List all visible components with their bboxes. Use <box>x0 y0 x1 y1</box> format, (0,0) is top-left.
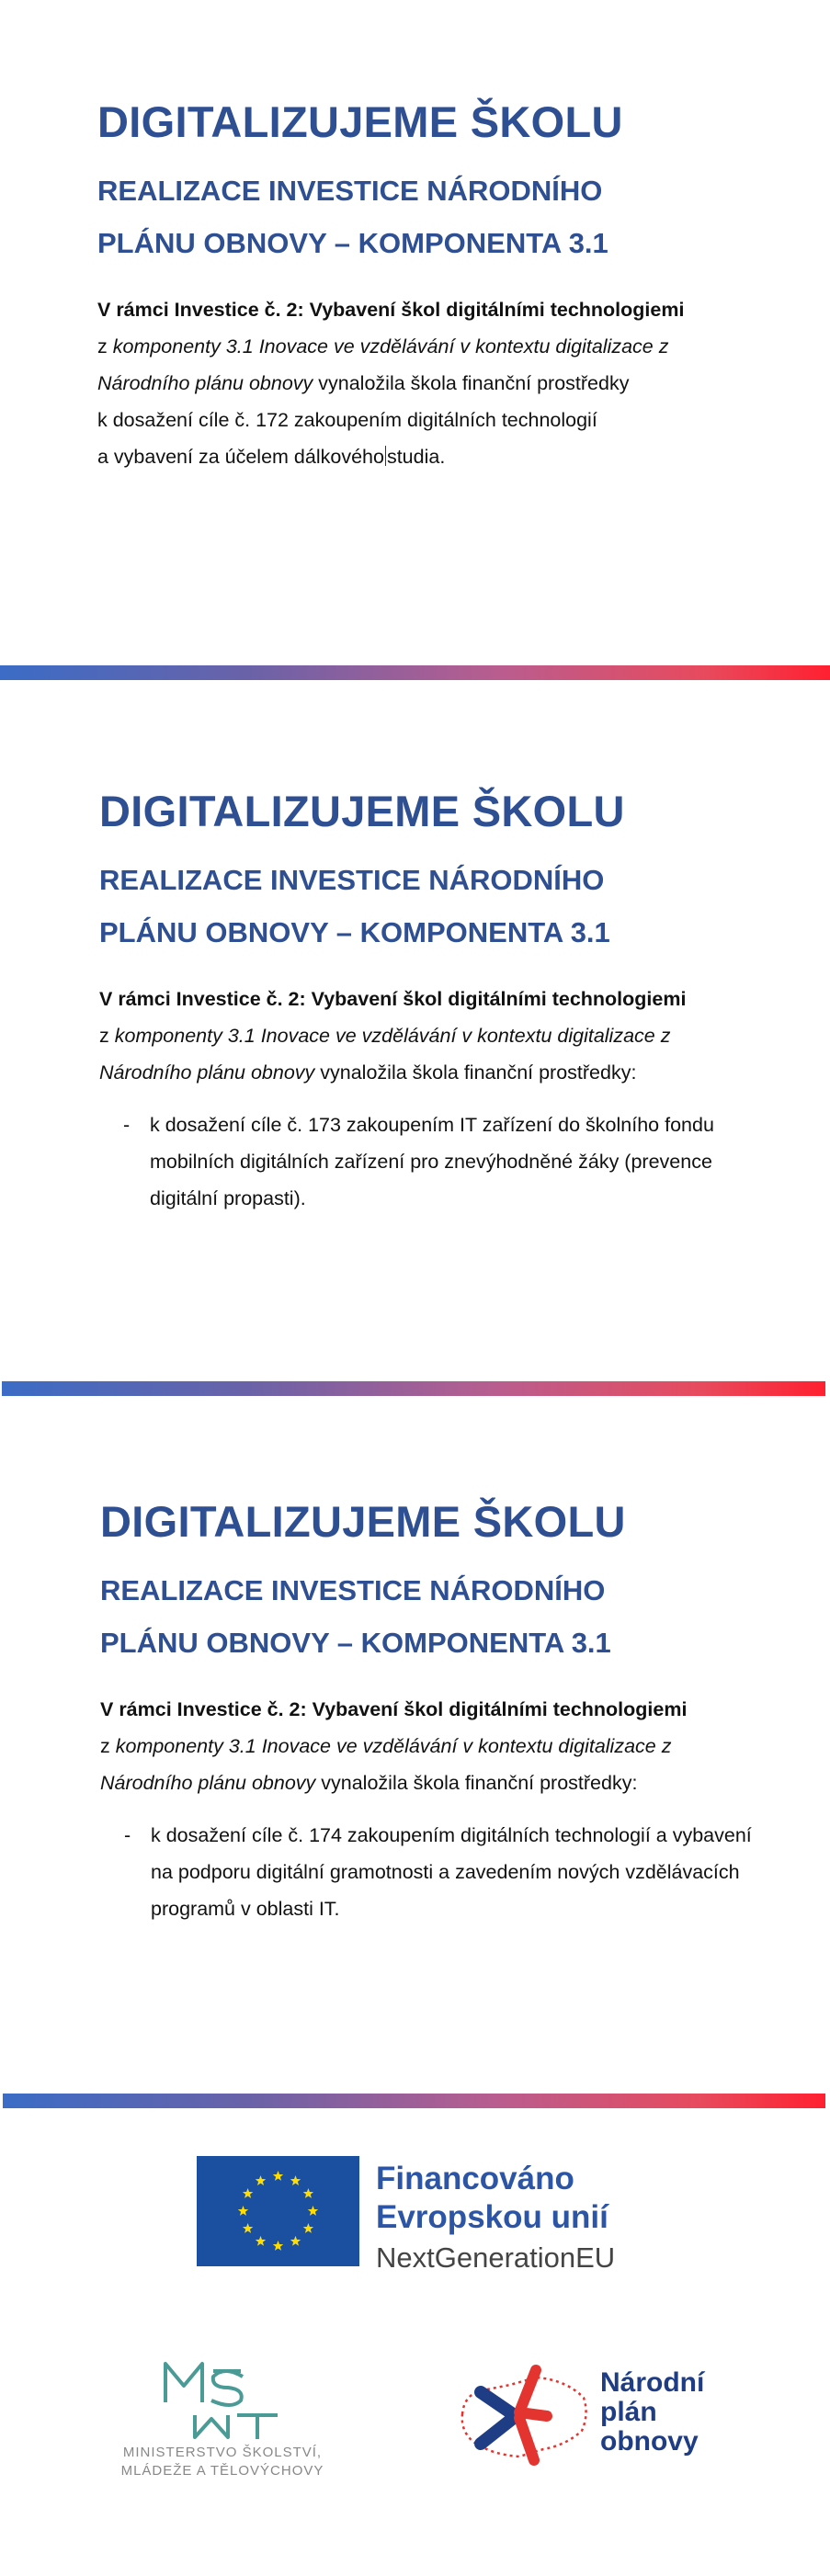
intro-bold: V rámci Investice č. 2: Vybavení škol digitálními technologiemi <box>97 299 685 321</box>
subtitle-line1: REALIZACE INVESTICE NÁRODNÍHO <box>99 864 605 896</box>
eu-funding-line3: NextGenerationEU <box>376 2241 616 2274</box>
subtitle-line1: REALIZACE INVESTICE NÁRODNÍHO <box>100 1574 606 1606</box>
subtitle-line2: PLÁNU OBNOVY – KOMPONENTA 3.1 <box>97 227 608 259</box>
eu-flag-icon <box>197 2156 359 2266</box>
intro-paragraph <box>97 291 830 475</box>
eu-star-icon <box>256 2236 266 2246</box>
intro-bold: V rámci Investice č. 2: Vybavení škol digitálními technologiemi <box>99 988 687 1010</box>
eu-star-icon <box>243 2223 253 2233</box>
eu-star-icon <box>273 2171 283 2181</box>
npo-name-line1: Národní <box>600 2367 705 2398</box>
intro-italic-npo: Národního plánu obnovy <box>99 1061 315 1084</box>
intro-z: z <box>99 1025 115 1047</box>
intro-bold: V rámci Investice č. 2: Vybavení škol digitálními technologiemi <box>100 1698 688 1720</box>
intro-paragraph <box>100 1691 830 1801</box>
page-title: DIGITALIZUJEME ŠKOLU <box>99 787 625 835</box>
npo-logo-icon <box>455 2357 593 2472</box>
intro-z: z <box>97 335 113 357</box>
intro-z: z <box>100 1735 116 1757</box>
eu-star-icon <box>238 2206 248 2216</box>
npo-name-line3: obnovy <box>600 2426 699 2457</box>
intro-italic: komponenty 3.1 Inovace ve vzdělávání v kontextu digitalizace z <box>115 1735 672 1757</box>
msmt-name-line2: MLÁDEŽE A TĚLOVÝCHOVY <box>120 2463 324 2479</box>
eu-star-icon <box>273 2241 283 2251</box>
goal-line-end-b: studia. <box>386 446 446 468</box>
intro-italic: komponenty 3.1 Inovace ve vzdělávání v kontextu digitalizace z <box>114 1025 671 1047</box>
intro-paragraph <box>99 981 830 1091</box>
page-title: DIGITALIZUJEME ŠKOLU <box>97 97 623 146</box>
eu-star-icon <box>303 2188 313 2198</box>
text-cursor <box>385 446 386 466</box>
eu-star-icon <box>256 2175 266 2185</box>
bullet-item: k dosažení cíle č. 174 zakoupením digitálních technologií a vybavení na podporu digitální gramotnosti a zavedením nových vzdělávacích programů v oblasti IT. <box>151 1824 752 1920</box>
goal-line: k dosažení cíle č. 172 zakoupením digitálních technologií <box>97 409 597 431</box>
eu-star-icon <box>308 2206 318 2216</box>
bullet-dash: - <box>124 1824 131 1846</box>
intro-italic-npo: Národního plánu obnovy <box>97 372 313 394</box>
intro-italic-npo: Národního plánu obnovy <box>100 1772 316 1794</box>
gradient-divider <box>2 1381 825 1396</box>
bullet-item: k dosažení cíle č. 173 zakoupením IT zařízení do školního fondu mobilních digitálních zařízení pro znevýhodněné žáky (prevence digitální propasti). <box>150 1114 714 1209</box>
bullet-dash: - <box>123 1114 131 1136</box>
eu-funding-line1: Financováno <box>376 2161 574 2196</box>
gradient-divider <box>3 2094 825 2108</box>
msmt-name-line1: MINISTERSTVO ŠKOLSTVÍ, <box>122 2445 323 2460</box>
subtitle-line2: PLÁNU OBNOVY – KOMPONENTA 3.1 <box>100 1627 611 1659</box>
eu-star-icon <box>303 2223 313 2233</box>
eu-star-icon <box>243 2188 253 2198</box>
msmt-logo-icon <box>158 2358 287 2441</box>
goal-line-end-a: a vybavení za účelem dálkového <box>97 446 384 468</box>
intro-rest: vynaložila škola finanční prostředky <box>313 372 630 394</box>
eu-star-icon <box>290 2175 301 2185</box>
subtitle-line1: REALIZACE INVESTICE NÁRODNÍHO <box>97 175 603 207</box>
intro-rest: vynaložila škola finanční prostředky: <box>314 1061 637 1084</box>
subtitle-line2: PLÁNU OBNOVY – KOMPONENTA 3.1 <box>99 916 610 948</box>
intro-italic: komponenty 3.1 Inovace ve vzdělávání v kontextu digitalizace z <box>112 335 669 357</box>
npo-name-line2: plán <box>600 2397 657 2427</box>
eu-stars-icon <box>197 2156 359 2266</box>
page-title: DIGITALIZUJEME ŠKOLU <box>100 1497 626 1546</box>
gradient-divider <box>0 665 830 680</box>
eu-funding-line2: Evropskou unií <box>376 2199 608 2235</box>
intro-rest: vynaložila škola finanční prostředky: <box>315 1772 638 1794</box>
eu-star-icon <box>290 2236 301 2246</box>
